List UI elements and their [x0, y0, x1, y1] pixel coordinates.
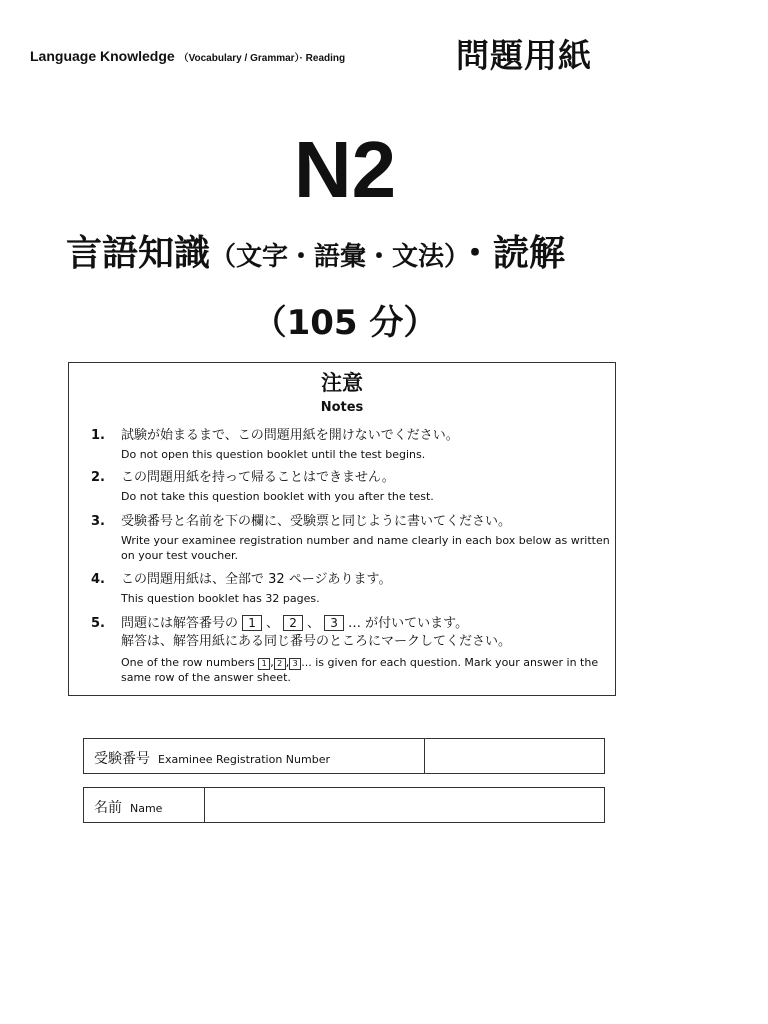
subject-main: 言語知識 — [66, 233, 211, 274]
subject-dot: ・ — [457, 233, 494, 274]
separator: 、 — [307, 616, 321, 631]
note-en: One of the row numbers 1 , 2 , 3 ... is given for each question. Mark your answer in the same row of the answer sheet. — [121, 656, 599, 684]
field-divider — [204, 788, 205, 822]
name-label-en: Name — [130, 802, 163, 815]
note-jp: この問題用紙を持って帰ることはできません。 — [121, 470, 395, 485]
answer-number-box: 3 — [324, 615, 344, 631]
note-en: Do not take this question booklet with you after the test. — [121, 490, 434, 503]
note-number: 3. — [91, 514, 105, 529]
answer-number-box-small: 3 — [289, 658, 301, 670]
note-number: 5. — [91, 616, 105, 631]
name-field — [83, 787, 605, 823]
header-english-sub: （Vocabulary / Grammar）· Reading — [178, 53, 346, 64]
note-jp: 試験が始まるまで、この問題用紙を開けないでください。 — [121, 428, 459, 443]
header-english-title — [30, 48, 345, 64]
answer-number-box-small: 1 — [258, 658, 270, 670]
subject-title — [66, 233, 566, 274]
note-jp: 受験番号と名前を下の欄に、受験票と同じように書いてください。 — [121, 514, 512, 529]
note-jp — [121, 615, 468, 633]
note-jp-suffix: … が付いています。 — [348, 616, 469, 631]
note-en: Do not open this question booklet until the test begins. — [121, 448, 426, 461]
note-jp-prefix: 問題には解答番号の — [121, 616, 239, 631]
subject-reading: 読解 — [493, 233, 566, 274]
registration-label-jp: 受験番号 — [94, 751, 150, 767]
note-jp-line2: 解答は、解答用紙にある同じ番号のところにマークしてください。 — [121, 634, 512, 649]
note-en-prefix: One of the row numbers — [121, 656, 255, 669]
registration-number-field — [83, 738, 605, 774]
note-number: 1. — [91, 428, 105, 443]
registration-number-label — [94, 748, 330, 768]
answer-number-box-small: 2 — [274, 658, 286, 670]
note-number: 2. — [91, 470, 105, 485]
notes-box — [68, 362, 616, 696]
note-en: Write your examinee registration number and name clearly in each box below as written on your test voucher. — [121, 534, 610, 562]
header-english-main: Language Knowledge — [30, 48, 175, 64]
name-label — [94, 797, 162, 817]
subject-parenthetical: （文字・語彙・文法） — [210, 242, 458, 272]
notes-title: 注意 — [321, 371, 363, 395]
note-number: 4. — [91, 572, 105, 587]
header-japanese-title: 問題用紙 — [456, 36, 592, 75]
name-label-jp: 名前 — [94, 800, 122, 816]
field-divider — [424, 739, 425, 773]
duration: （105 分） — [252, 303, 438, 343]
note-en: This question booklet has 32 pages. — [121, 592, 320, 605]
answer-number-box: 2 — [283, 615, 303, 631]
separator: 、 — [266, 616, 280, 631]
registration-label-en: Examinee Registration Number — [158, 753, 330, 766]
answer-number-box: 1 — [242, 615, 262, 631]
level-title: N2 — [293, 125, 397, 214]
note-jp: この問題用紙は、全部で 32 ページあります。 — [121, 572, 392, 587]
notes-subtitle: Notes — [320, 400, 364, 415]
note-en-suffix: ... is given for each question. Mark your answer in the same row of the answer sheet. — [121, 656, 599, 684]
